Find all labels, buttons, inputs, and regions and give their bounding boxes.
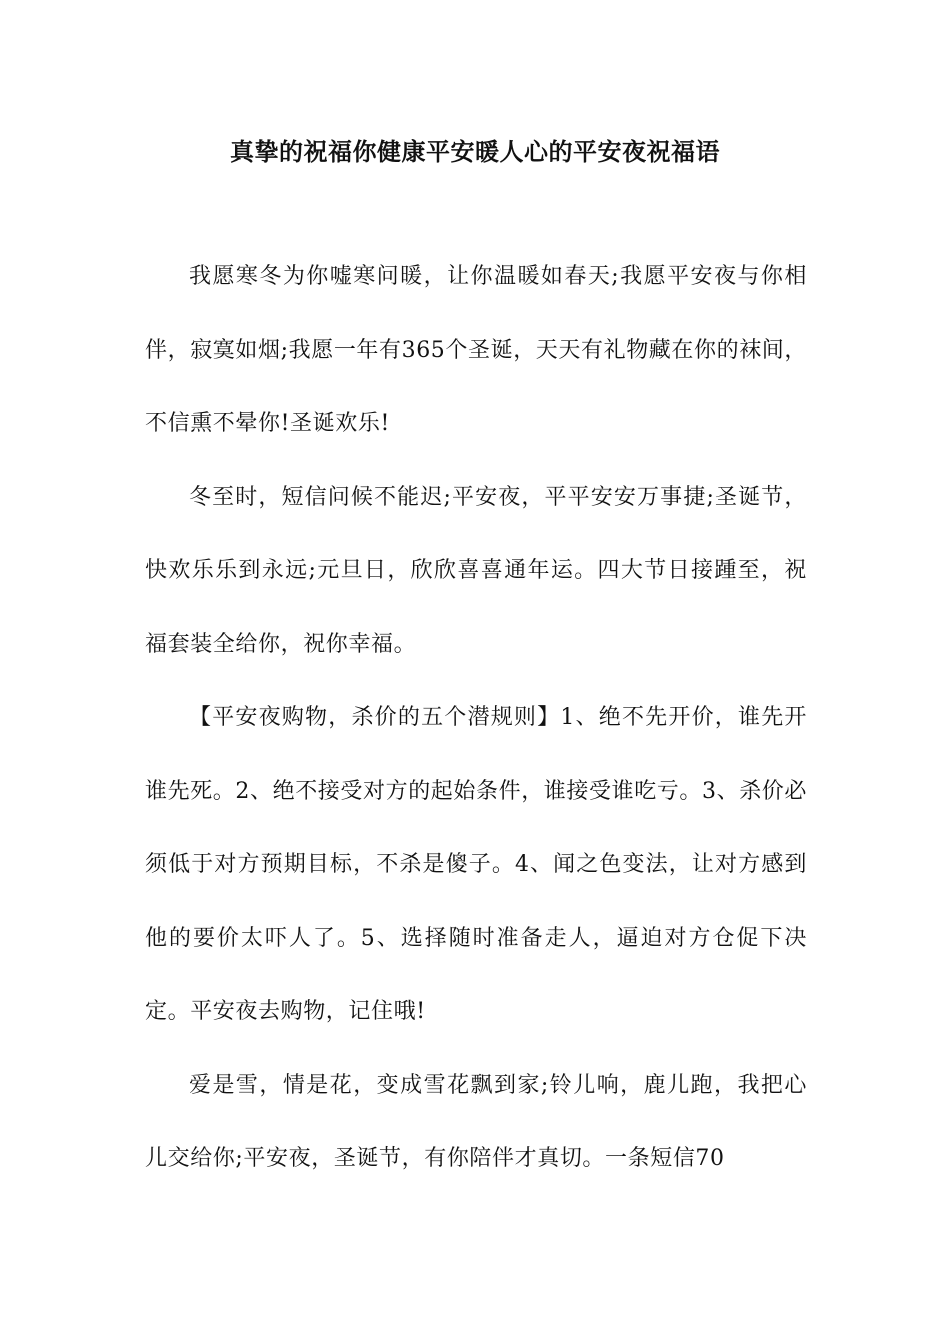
paragraph-3: 【平安夜购物，杀价的五个潜规则】1、绝不先开价，谁先开谁先死。2、绝不接受对方的起始条件，谁接受谁吃亏。3、杀价必须低于对方预期目标，不杀是傻子。4、闻之色变法，让对方感到他的要价太吓人了。5、选择随时准备走人，逼迫对方仓促下决定。平安夜去购物，记住哦! <box>145 705 807 1024</box>
paragraph-1: 我愿寒冬为你嘘寒问暖，让你温暖如春天;我愿平安夜与你相伴，寂寞如烟;我愿一年有365个圣诞，天天有礼物藏在你的袜间，不信熏不晕你!圣诞欢乐! <box>145 264 808 436</box>
document-title: 真挚的祝福你健康平安暖人心的平安夜祝福语 <box>230 137 720 166</box>
paragraph-4: 爱是雪，情是花，变成雪花飘到家;铃儿响，鹿儿跑，我把心儿交给你;平安夜，圣诞节，有你陪伴才真切。一条短信70 <box>145 1072 807 1171</box>
paragraph-2: 冬至时，短信问候不能迟;平安夜，平平安安万事捷;圣诞节，快欢乐乐到永远;元旦日，欣欣喜喜通年运。四大节日接踵至，祝福套装全给你，祝你幸福。 <box>145 484 807 657</box>
document-body <box>145 240 807 1196</box>
